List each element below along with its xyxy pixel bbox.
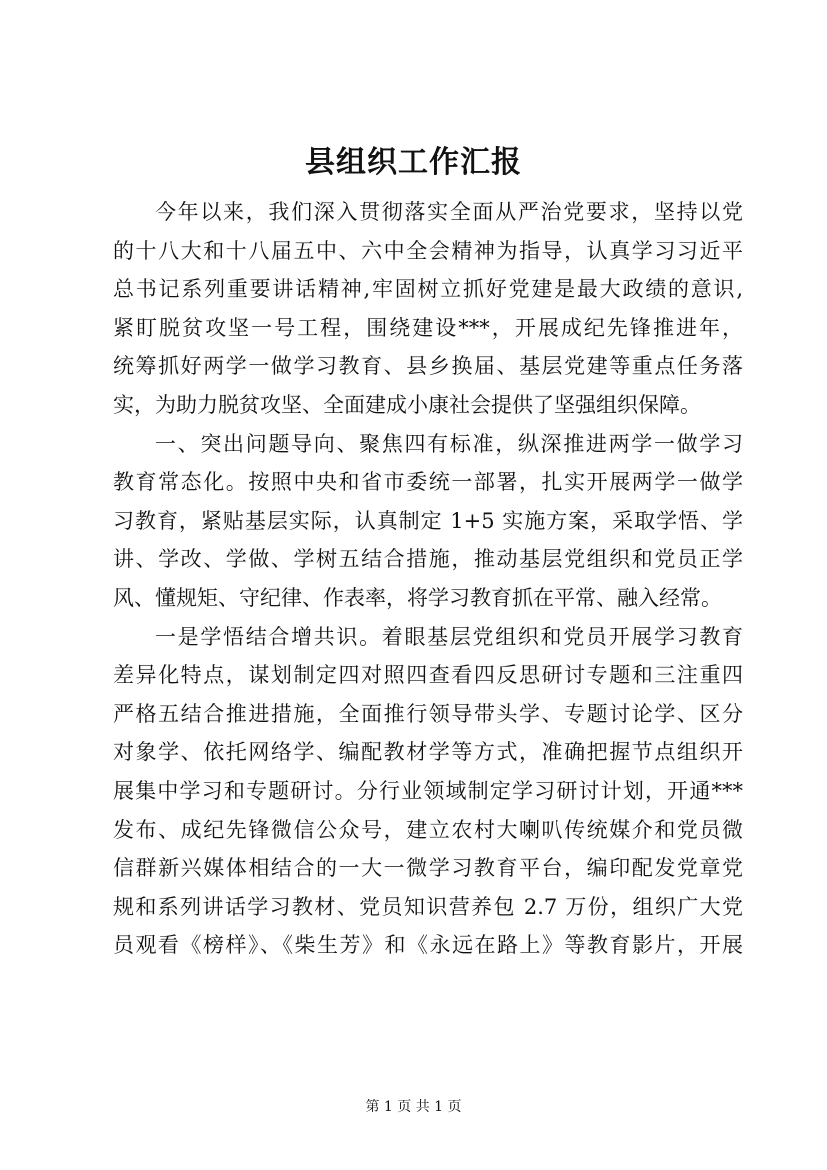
body-line: 总书记系列重要讲话精神,牢固树立抓好党建是最大政绩的意识, (113, 277, 743, 302)
body-line: 规和系列讲话学习教材、党员知识营养包 2.7 万份，组织广大党 (113, 894, 743, 919)
body-line: 展集中学习和专题研讨。分行业领域制定学习研讨计划，开通*** (113, 778, 743, 803)
body-line: 风、懂规矩、守纪律、作表率，将学习教育抓在平常、融入经常。 (113, 585, 722, 610)
body-line: 对象学、依托网络学、编配教材学等方式，准确把握节点组织开 (113, 740, 743, 765)
body-line: 今年以来，我们深入贯彻落实全面从严治党要求，坚持以党 (155, 200, 743, 224)
body-line: 的十八大和十八届五中、六中全会精神为指导，认真学习习近平 (113, 238, 743, 263)
body-line: 信群新兴媒体相结合的一大一微学习教育平台，编印配发党章党 (113, 856, 743, 881)
body-line: 一是学悟结合增共识。着眼基层党组织和党员开展学习教育 (155, 624, 743, 649)
body-line: 讲、学改、学做、学树五结合措施，推动基层党组织和党员正学 (113, 547, 743, 572)
body-line: 统筹抓好两学一做学习教育、县乡换届、基层党建等重点任务落 (113, 354, 743, 379)
body-line: 紧盯脱贫攻坚一号工程，围绕建设***，开展成纪先锋推进年， (113, 315, 743, 340)
body-line: 员观看《榜样》、《柴生芳》和《永远在路上》等教育影片，开展 (113, 933, 743, 958)
body-line: 一、突出问题导向、聚焦四有标准，纵深推进两学一做学习 (155, 431, 743, 456)
body-line: 差异化特点，谋划制定四对照四查看四反思研讨专题和三注重四 (113, 663, 743, 688)
body-line: 教育常态化。按照中央和省市委统一部署，扎实开展两学一做学 (113, 470, 743, 495)
document-title: 县组织工作汇报 (305, 145, 522, 180)
body-line: 发布、成纪先锋微信公众号，建立农村大喇叭传统媒介和党员微 (113, 817, 743, 842)
document-body (113, 193, 743, 965)
page-number-footer: 第 1 页 共 1 页 (365, 1099, 462, 1115)
body-line: 实，为助力脱贫攻坚、全面建成小康社会提供了坚强组织保障。 (113, 392, 701, 417)
body-line: 习教育，紧贴基层实际，认真制定 1+5 实施方案，采取学悟、学 (113, 508, 743, 533)
body-line: 严格五结合推进措施，全面推行领导带头学、专题讨论学、区分 (113, 701, 743, 726)
